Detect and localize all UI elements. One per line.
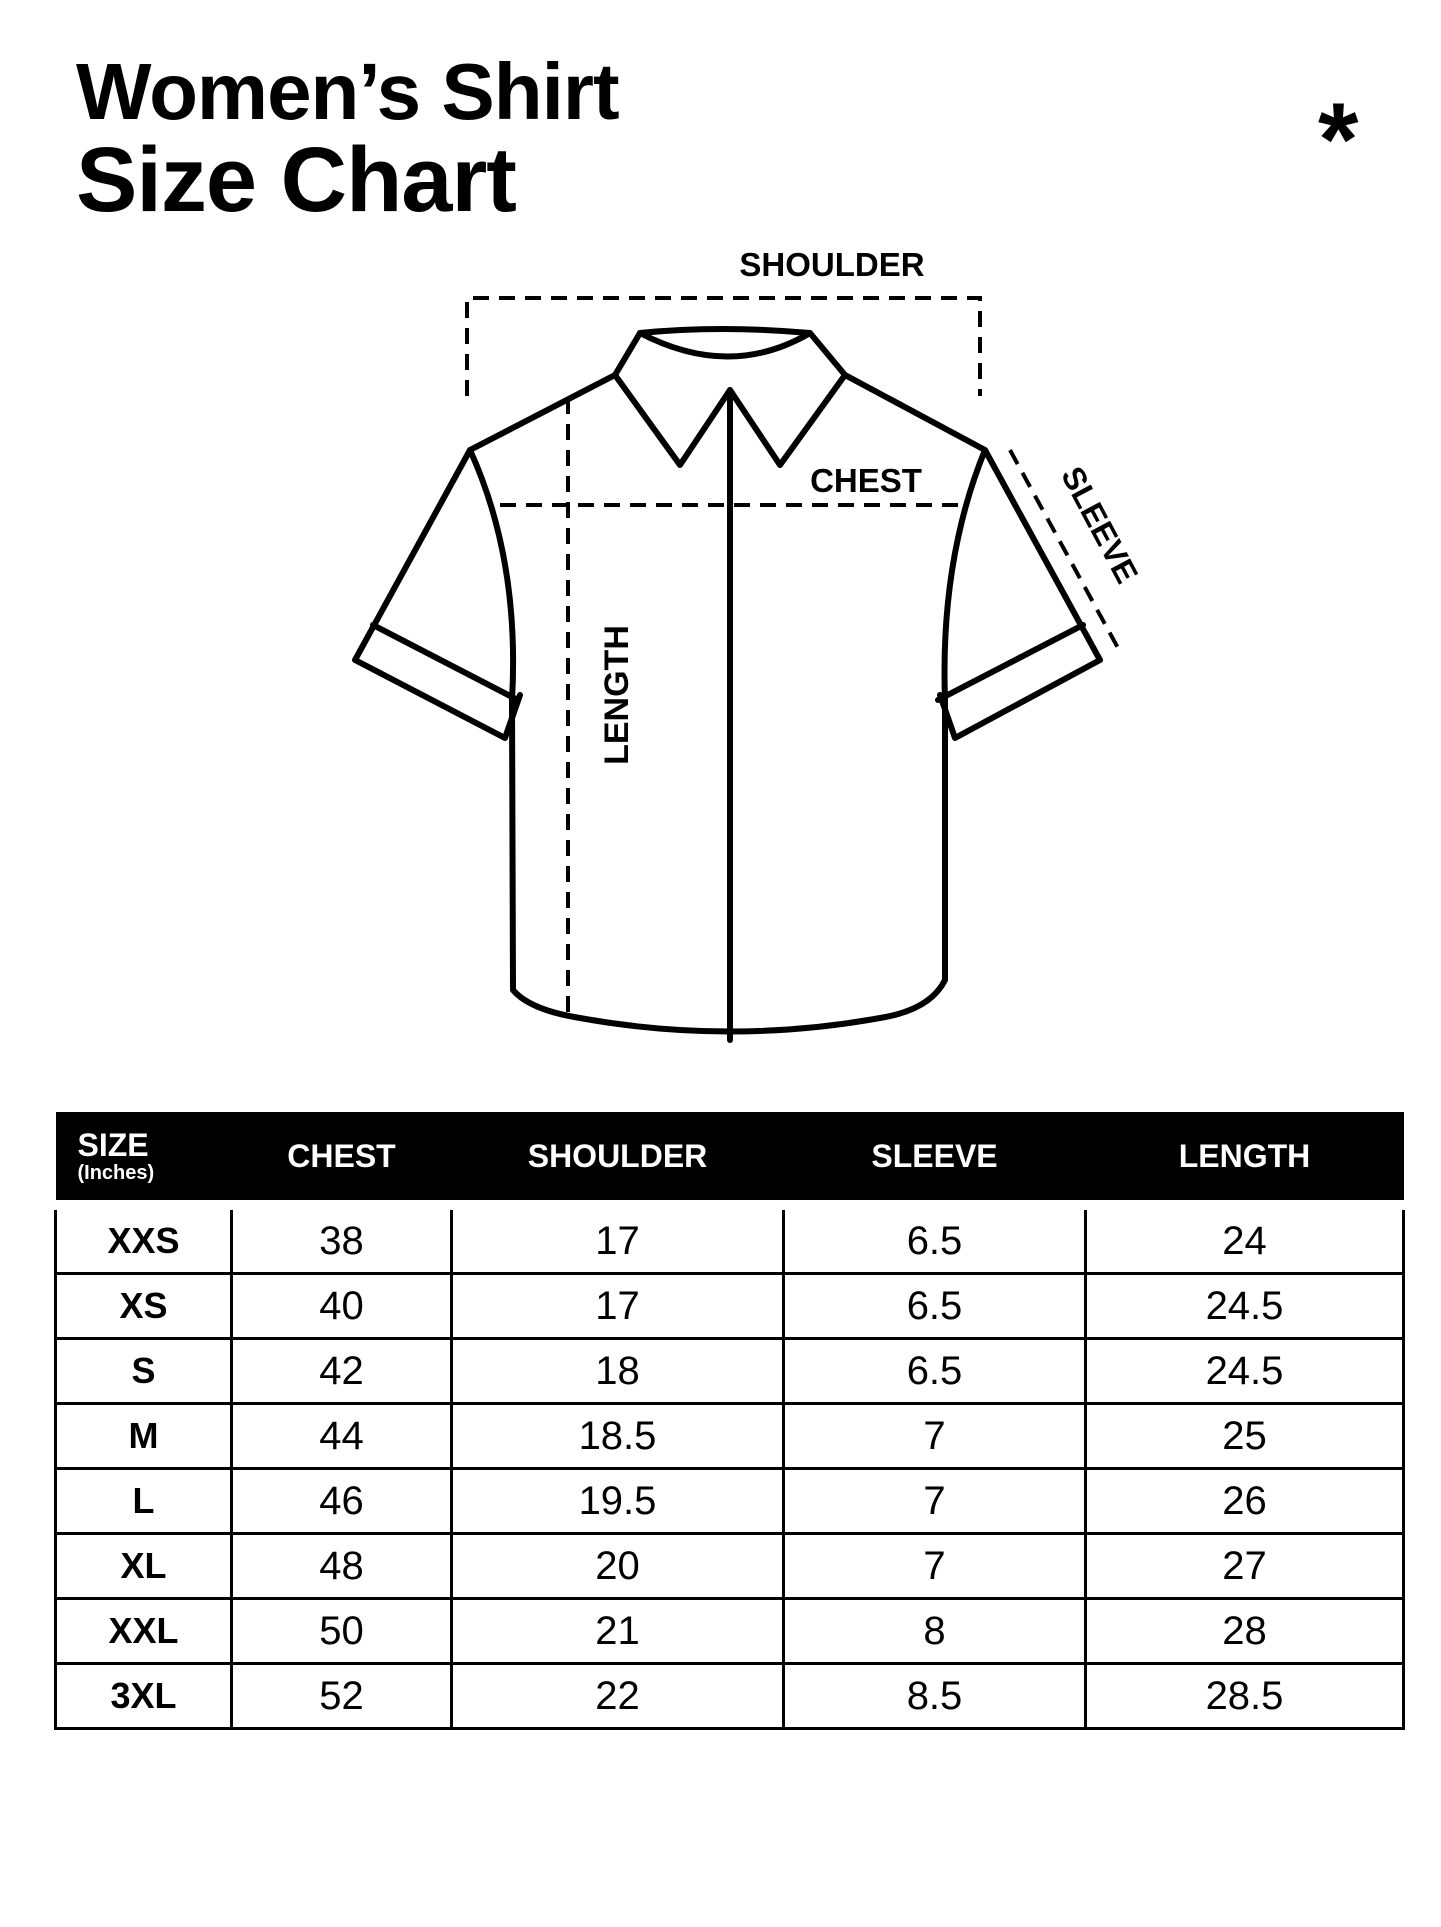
- title-line-2: Size Chart: [76, 129, 516, 231]
- size-cell: XS: [56, 1274, 232, 1339]
- size-cell: 3XL: [56, 1664, 232, 1729]
- chest-cell: 42: [232, 1339, 452, 1404]
- table-row: [56, 1599, 1404, 1664]
- length-cell: 26: [1086, 1469, 1404, 1534]
- chest-label: CHEST: [810, 462, 922, 499]
- chest-cell: 38: [232, 1205, 452, 1274]
- length-cell: 28: [1086, 1599, 1404, 1664]
- shoulder-cell: 17: [452, 1274, 784, 1339]
- table-row: [56, 1404, 1404, 1469]
- length-cell: 28.5: [1086, 1664, 1404, 1729]
- size-cell: M: [56, 1404, 232, 1469]
- table-row: [56, 1274, 1404, 1339]
- size-table: [54, 1112, 1405, 1730]
- table-row: [56, 1205, 1404, 1274]
- table-row: [56, 1534, 1404, 1599]
- sleeve-cell: 7: [784, 1534, 1086, 1599]
- shoulder-cell: 18.5: [452, 1404, 784, 1469]
- length-cell: 24.5: [1086, 1274, 1404, 1339]
- header-sleeve: SLEEVE: [784, 1112, 1086, 1205]
- sleeve-cell: 6.5: [784, 1205, 1086, 1274]
- sleeve-label: SLEEVE: [1054, 460, 1146, 590]
- header-size-label: SIZE: [77, 1127, 149, 1163]
- title-line-1: Women’s Shirt: [76, 47, 619, 136]
- table-row: [56, 1664, 1404, 1729]
- chest-cell: 48: [232, 1534, 452, 1599]
- header-length: LENGTH: [1086, 1112, 1404, 1205]
- length-cell: 27: [1086, 1534, 1404, 1599]
- chest-cell: 44: [232, 1404, 452, 1469]
- sleeve-cell: 8: [784, 1599, 1086, 1664]
- size-cell: XXL: [56, 1599, 232, 1664]
- length-cell: 24: [1086, 1205, 1404, 1274]
- table-header-row: [56, 1112, 1404, 1205]
- shoulder-cell: 20: [452, 1534, 784, 1599]
- chest-cell: 46: [232, 1469, 452, 1534]
- size-cell: S: [56, 1339, 232, 1404]
- chest-cell: 50: [232, 1599, 452, 1664]
- shoulder-label: SHOULDER: [739, 246, 925, 283]
- shoulder-guide: [467, 298, 980, 396]
- sleeve-cell: 7: [784, 1469, 1086, 1534]
- size-cell: XL: [56, 1534, 232, 1599]
- shoulder-cell: 18: [452, 1339, 784, 1404]
- chest-cell: 40: [232, 1274, 452, 1339]
- length-cell: 24.5: [1086, 1339, 1404, 1404]
- sleeve-cell: 7: [784, 1404, 1086, 1469]
- length-label: LENGTH: [598, 625, 636, 765]
- sleeve-cell: 6.5: [784, 1274, 1086, 1339]
- shirt-outline: [355, 329, 1100, 1040]
- sleeve-cell: 8.5: [784, 1664, 1086, 1729]
- table-row: [56, 1469, 1404, 1534]
- shoulder-cell: 19.5: [452, 1469, 784, 1534]
- header-shoulder: SHOULDER: [452, 1112, 784, 1205]
- size-cell: XXS: [56, 1205, 232, 1274]
- shoulder-cell: 21: [452, 1599, 784, 1664]
- length-cell: 25: [1086, 1404, 1404, 1469]
- size-cell: L: [56, 1469, 232, 1534]
- sleeve-cell: 6.5: [784, 1339, 1086, 1404]
- shoulder-cell: 22: [452, 1664, 784, 1729]
- chest-cell: 52: [232, 1664, 452, 1729]
- header-chest: CHEST: [232, 1112, 452, 1205]
- header-size-unit: (Inches): [77, 1162, 155, 1184]
- asterisk-icon: *: [1318, 82, 1359, 198]
- header-size: [56, 1112, 232, 1205]
- shoulder-cell: 17: [452, 1205, 784, 1274]
- table-row: [56, 1339, 1404, 1404]
